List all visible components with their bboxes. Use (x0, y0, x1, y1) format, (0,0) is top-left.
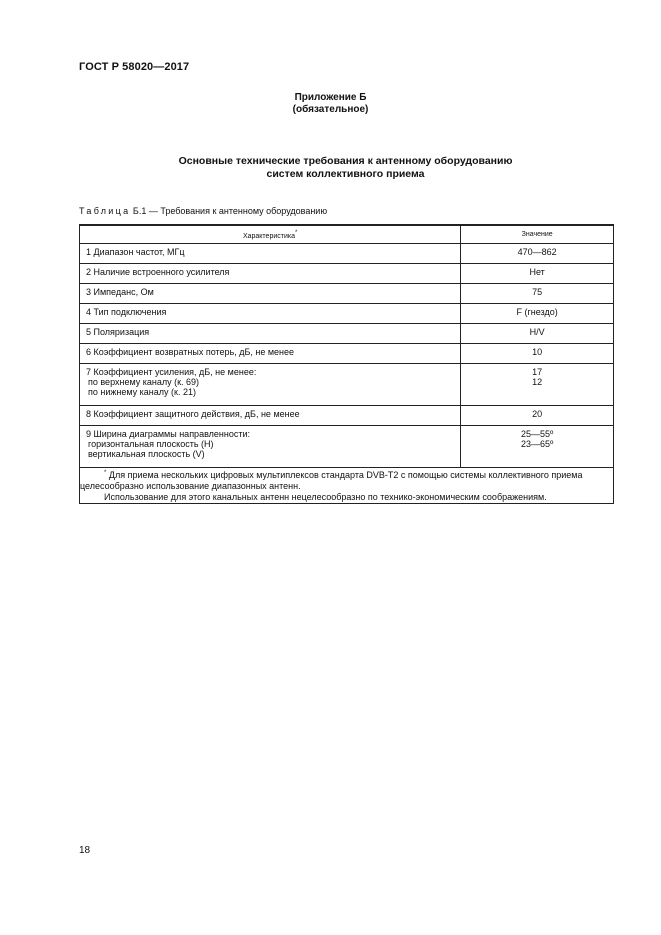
row-characteristic: 5 Поляризация (80, 324, 461, 344)
document-header: ГОСТ Р 58020—2017 (79, 61, 190, 73)
row-value: Нет (461, 264, 614, 284)
row-characteristic: 4 Тип подключения (80, 304, 461, 324)
row-characteristic: 2 Наличие встроенного усилителя (80, 264, 461, 284)
table-footnote (80, 468, 614, 504)
footnote-mark: * (104, 470, 107, 476)
table-caption-number: Б.1 (132, 206, 147, 216)
row-value: 20 (461, 406, 614, 426)
row-characteristic: 7 Коэффициент усиления, дБ, не менее: по верхнему каналу (к. 69) по нижнему каналу (к. 21) (80, 364, 461, 406)
page-number: 18 (79, 845, 91, 856)
table-footnote-row (80, 468, 614, 504)
column-header-value: Значение (461, 225, 614, 244)
row-value: 470—862 (461, 244, 614, 264)
table-caption-label: Таблица (79, 206, 131, 216)
table-row (80, 284, 614, 304)
section-title (0, 155, 661, 181)
row-value: 75 (461, 284, 614, 304)
row-characteristic: 6 Коэффициент возвратных потерь, дБ, не менее (80, 344, 461, 364)
table-row (80, 304, 614, 324)
table-row (80, 426, 614, 468)
table-row (80, 324, 614, 344)
table-row (80, 364, 614, 406)
table-caption-text: — Требования к антенному оборудованию (146, 206, 328, 216)
appendix-heading (0, 92, 661, 116)
section-title-line-1: Основные технические требования к антенному оборудованию (178, 155, 513, 167)
row-characteristic: 3 Импеданс, Ом (80, 284, 461, 304)
footnote-text-1: Для приема нескольких цифровых мультиплексов стандарта DVB-T2 с помощью системы коллективного приема целесообразно использование диапазонных антенн. (80, 470, 583, 491)
footnote-text-2: Использование для этого канальных антенн нецелесообразно по технико-экономическим соображениям. (104, 492, 547, 502)
row-value: H/V (461, 324, 614, 344)
row-value: F (гнездо) (461, 304, 614, 324)
row-characteristic: 8 Коэффициент защитного действия, дБ, не менее (80, 406, 461, 426)
section-title-line-2: систем коллективного приема (266, 168, 425, 180)
table-header-row (80, 225, 614, 244)
row-value: 17 12 (461, 364, 614, 406)
table-caption (79, 206, 327, 216)
table-row (80, 406, 614, 426)
row-value: 25—55º 23—65º (461, 426, 614, 468)
row-characteristic: 9 Ширина диаграммы направленности: горизонтальная плоскость (H) вертикальная плоскость (V) (80, 426, 461, 468)
appendix-title: Приложение Б (294, 92, 367, 103)
column-header-characteristic: Характеристика* (80, 225, 461, 244)
row-characteristic: 1 Диапазон частот, МГц (80, 244, 461, 264)
table-row (80, 344, 614, 364)
row-value: 10 (461, 344, 614, 364)
table-row (80, 244, 614, 264)
table-row (80, 264, 614, 284)
requirements-table (79, 224, 614, 504)
appendix-status: (обязательное) (292, 104, 369, 115)
